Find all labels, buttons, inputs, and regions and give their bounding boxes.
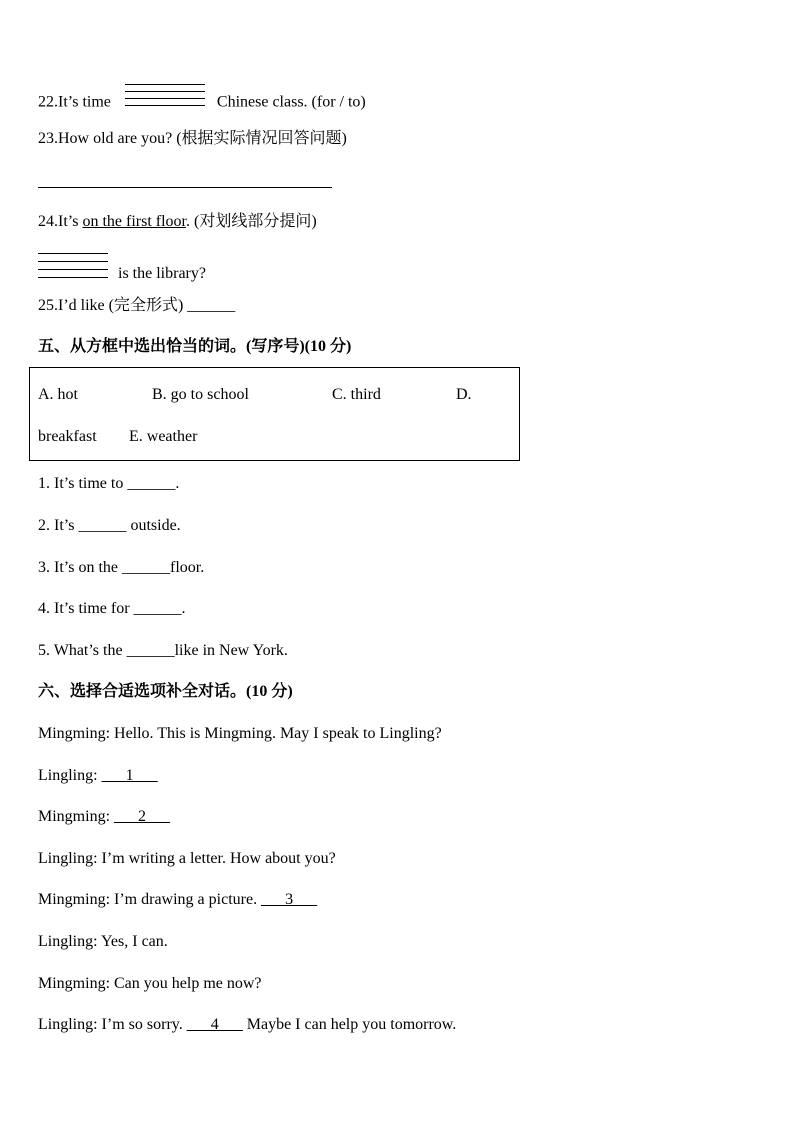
dialogue-line-2 bbox=[38, 766, 158, 786]
dialogue-line-8 bbox=[38, 1015, 456, 1035]
q22-text-before: 22.It’s time bbox=[38, 93, 111, 111]
section5-heading: 五、从方框中选出恰当的词。(写序号)(10 分) bbox=[38, 338, 352, 355]
s5-item-3: 3. It’s on the ______floor. bbox=[38, 559, 205, 576]
s5-item-2: 2. It’s ______ outside. bbox=[38, 517, 181, 534]
dialogue-line-1: Mingming: Hello. This is Mingming. May I speak to Lingling? bbox=[38, 725, 442, 742]
question-23 bbox=[38, 129, 347, 149]
option-e: E. weather bbox=[129, 428, 198, 445]
dialogue-blank-2[interactable]: ___2___ bbox=[114, 808, 171, 825]
s5-item-4: 4. It’s time for ______. bbox=[38, 600, 186, 617]
dialogue-blank-1[interactable]: ___1___ bbox=[101, 767, 158, 784]
question-24-line2 bbox=[38, 262, 206, 287]
q24-number: 24.It’s bbox=[38, 213, 83, 230]
speaker-mingming: Mingming: bbox=[38, 808, 115, 825]
option-a: A. hot bbox=[38, 386, 78, 403]
word-bank-box bbox=[29, 367, 520, 461]
dialogue-line-5 bbox=[38, 890, 317, 910]
q24-instruction: . (对划线部分提问) bbox=[186, 213, 317, 230]
q23-answer-line[interactable] bbox=[38, 187, 332, 188]
s5-item-5: 5. What’s the ______like in New York. bbox=[38, 642, 288, 659]
dialogue-line-3 bbox=[38, 807, 170, 827]
q24-underlined-phrase: on the first floor bbox=[82, 213, 186, 230]
speaker-lingling: Lingling: bbox=[38, 767, 102, 784]
question-24 bbox=[38, 212, 317, 232]
dialogue-line-8-after: Maybe I can help you tomorrow. bbox=[242, 1016, 457, 1033]
option-d: D. bbox=[456, 386, 472, 403]
question-22 bbox=[38, 92, 366, 114]
q25-text: 25.I’d like (完全形式) ______ bbox=[38, 297, 236, 314]
option-b: B. go to school bbox=[152, 386, 249, 403]
q22-answer-blank[interactable] bbox=[125, 84, 205, 106]
dialogue-line-8-text: Lingling: I’m so sorry. bbox=[38, 1016, 187, 1033]
dialogue-line-7: Mingming: Can you help me now? bbox=[38, 975, 262, 992]
dialogue-line-5-text: Mingming: I’m drawing a picture. bbox=[38, 891, 262, 908]
q24-answer-blank[interactable] bbox=[38, 253, 108, 278]
dialogue-line-6: Lingling: Yes, I can. bbox=[38, 933, 168, 950]
section6-heading: 六、选择合适选项补全对话。(10 分) bbox=[38, 683, 293, 700]
option-d-word: breakfast bbox=[38, 428, 97, 445]
dialogue-blank-4[interactable]: ___4___ bbox=[186, 1016, 243, 1033]
q22-text-after: Chinese class. (for / to) bbox=[216, 93, 366, 111]
q24-line2-text: is the library? bbox=[118, 265, 206, 283]
q23-text: 23.How old are you? (根据实际情况回答问题) bbox=[38, 130, 347, 147]
question-25 bbox=[38, 296, 235, 316]
dialogue-line-4: Lingling: I’m writing a letter. How about you? bbox=[38, 850, 336, 867]
s5-item-1: 1. It’s time to ______. bbox=[38, 475, 180, 492]
option-c: C. third bbox=[332, 386, 381, 403]
dialogue-blank-3[interactable]: ___3___ bbox=[261, 891, 318, 908]
